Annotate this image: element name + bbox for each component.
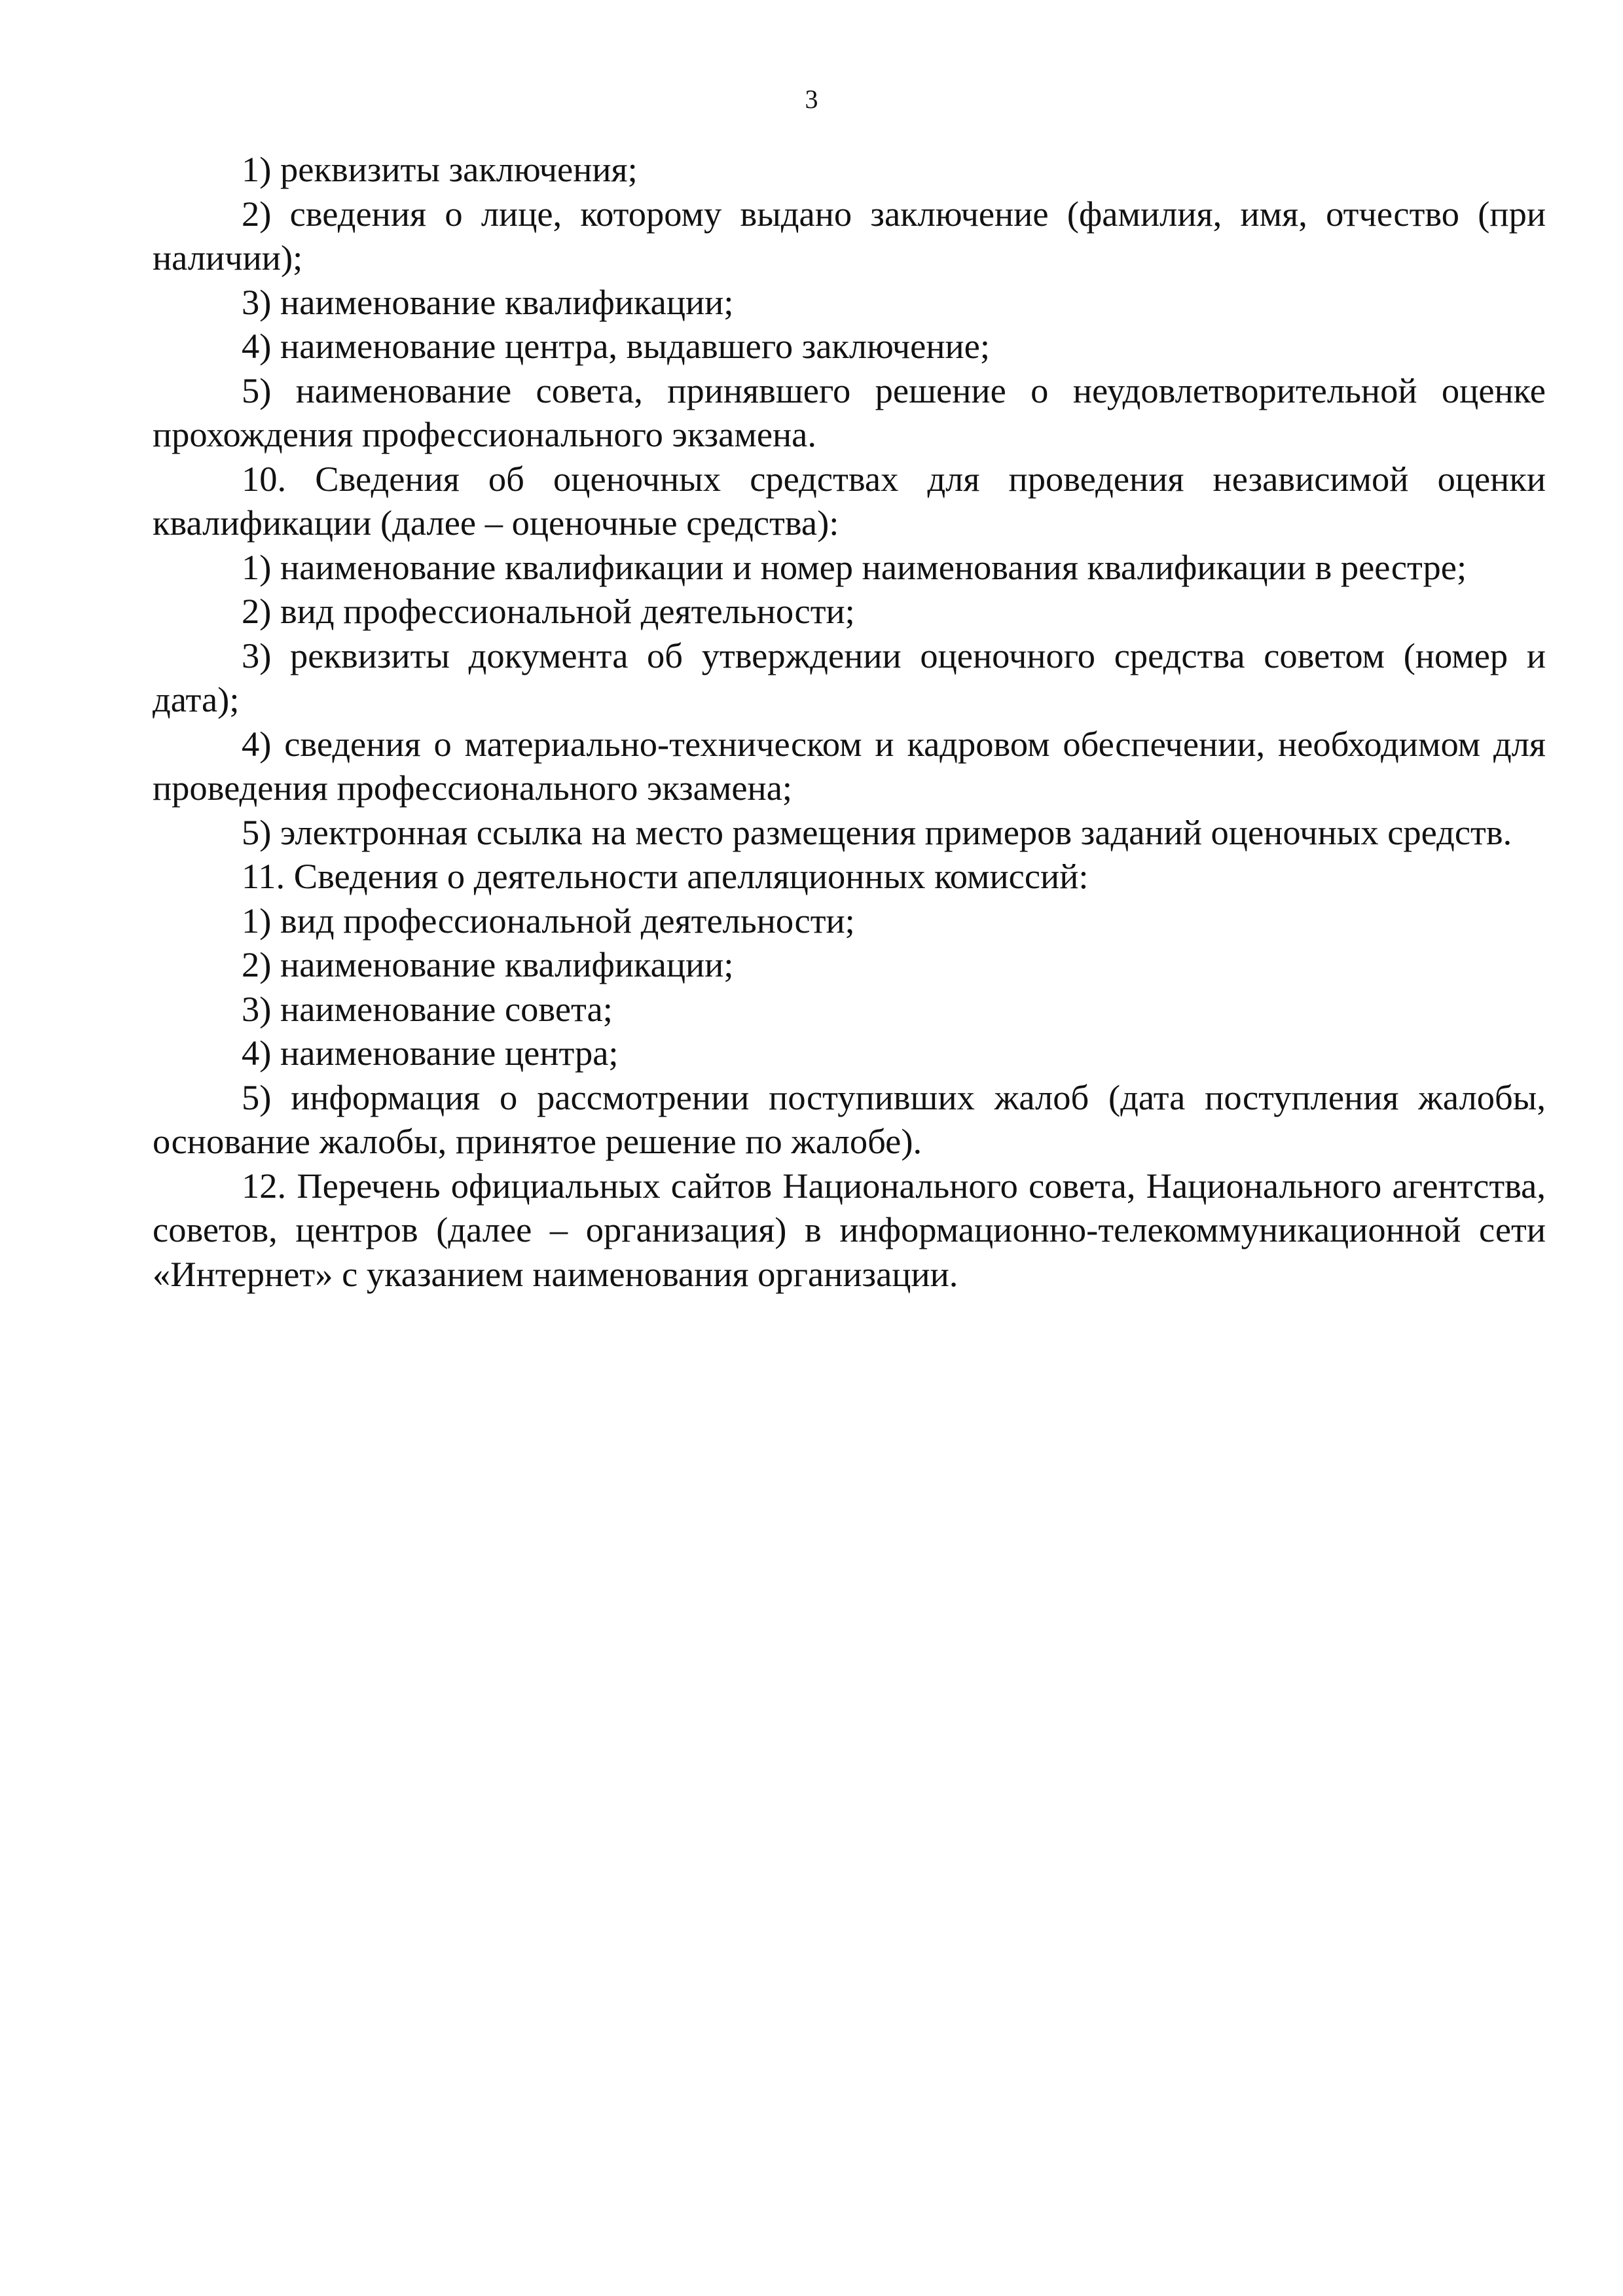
list-item-electronic-link: 5) электронная ссылка на место размещения примеров заданий оценочных средств. <box>242 812 1512 852</box>
list-item-center-name: 4) наименование центра, выдавшего заключение; <box>242 326 991 366</box>
list-item-council-name: 5) наименование совета, принявшего решение о неудовлетворительной оценке прохождения профессионального экзамена. <box>153 370 1546 454</box>
list-item-complaints-info: 5) информация о рассмотрении поступивших жалоб (дата поступления жалобы, основание жалобы, принятое решение по жалобе). <box>153 1077 1546 1161</box>
list-item-requisites: 1) реквизиты заключения; <box>242 149 638 189</box>
section-10-heading: 10. Сведения об оценочных средствах для проведения независимой оценки квалификации (далее – оценочные средства): <box>153 458 1546 543</box>
list-item-qualification-registry: 1) наименование квалификации и номер наименования квалификации в реестре; <box>242 547 1467 587</box>
list-item-activity-type-appeal: 1) вид профессиональной деятельности; <box>242 900 855 941</box>
list-item-material-support: 4) сведения о материально-техническом и кадровом обеспечении, необходимом для проведения профессионального экзамена; <box>153 723 1546 808</box>
list-item-center-appeal: 4) наименование центра; <box>242 1033 619 1073</box>
list-item-activity-type: 2) вид профессиональной деятельности; <box>242 591 855 631</box>
list-item-qualification-appeal: 2) наименование квалификации; <box>242 944 734 984</box>
document-body <box>153 147 1546 1296</box>
list-item-qualification-name: 3) наименование квалификации; <box>242 281 734 322</box>
section-11-heading: 11. Сведения о деятельности апелляционных комиссий: <box>242 856 1089 896</box>
page-number: 3 <box>805 84 818 114</box>
section-12-heading: 12. Перечень официальных сайтов Национального совета, Национального агентства, советов, центров (далее – организация) в информационно-телекоммуникационной сети «Интернет» с указанием наименования организации. <box>153 1165 1546 1294</box>
list-item-approval-requisites: 3) реквизиты документа об утверждении оценочного средства советом (номер и дата); <box>153 635 1546 719</box>
list-item-council-appeal: 3) наименование совета; <box>242 988 613 1029</box>
list-item-person-info: 2) сведения о лице, которому выдано заключение (фамилия, имя, отчество (при наличии); <box>153 193 1546 278</box>
